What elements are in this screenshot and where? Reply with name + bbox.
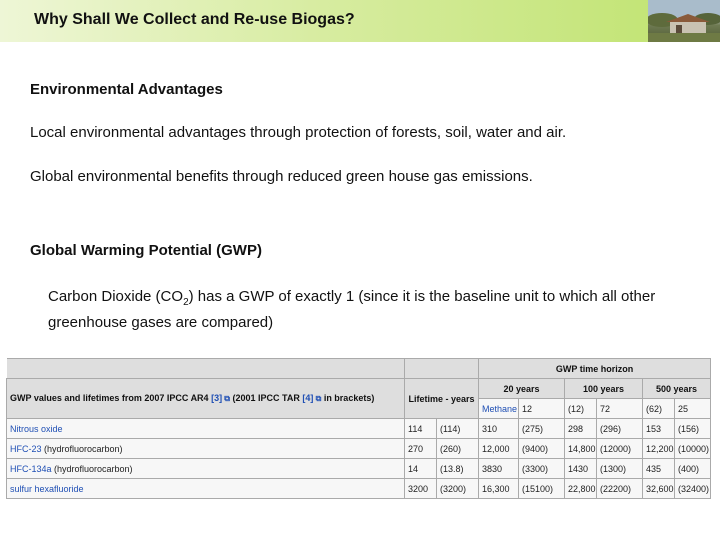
gwp500-tar-value: (10000) xyxy=(675,439,711,459)
gwp100-value: 25 xyxy=(675,399,711,419)
biogas-plant-photo xyxy=(648,0,720,42)
co2-text-b: ) has a GWP of exactly 1 (since it is the baseline unit to which all other greenhouse gases are compared) xyxy=(48,288,656,331)
gwp500-value: 435 xyxy=(643,459,675,479)
gwp100-tar-value: (296) xyxy=(597,419,643,439)
gwp100-tar-value: (12000) xyxy=(597,439,643,459)
table-row xyxy=(7,459,711,479)
gwp500-tar-value: (156) xyxy=(675,419,711,439)
gwp20-value: 72 xyxy=(597,399,643,419)
gas-link[interactable]: Nitrous oxide xyxy=(10,423,63,434)
table-row xyxy=(7,479,711,499)
gwp-table-wrapper xyxy=(6,358,710,508)
co2-gwp-paragraph xyxy=(48,287,688,333)
external-link-icon: ⧉ xyxy=(313,394,322,403)
gwp-heading: Global Warming Potential (GWP) xyxy=(30,242,262,259)
gwp100-value: 298 xyxy=(565,419,597,439)
gwp20-value: 16,300 xyxy=(479,479,519,499)
header-text-a: GWP values and lifetimes from 2007 IPCC AR4 xyxy=(10,393,212,403)
gas-link[interactable]: Methane xyxy=(482,403,518,414)
gwp20-tar-value: (15100) xyxy=(519,479,565,499)
lifetime-header: Lifetime - years xyxy=(405,379,479,419)
horizon-20-header: 20 years xyxy=(479,379,565,399)
gwp20-tar-value: (275) xyxy=(519,419,565,439)
ref-link-3[interactable]: [3] xyxy=(211,393,223,403)
gwp-values-header xyxy=(7,379,405,419)
gwp500-value: 153 xyxy=(643,419,675,439)
gwp20-value: 310 xyxy=(479,419,519,439)
co2-text-a: Carbon Dioxide (CO xyxy=(48,288,184,305)
gwp100-value: 14,800 xyxy=(565,439,597,459)
gas-link[interactable]: HFC-23 xyxy=(10,443,42,454)
gwp20-tar-value: (3300) xyxy=(519,459,565,479)
gwp100-value: 22,800 xyxy=(565,479,597,499)
horizon-500-header: 500 years xyxy=(643,379,711,399)
lifetime-tar-value: (114) xyxy=(437,419,479,439)
lifetime-tar-value: (260) xyxy=(437,439,479,459)
header-blank-lifetime xyxy=(405,359,479,379)
gas-name[interactable] xyxy=(7,419,405,439)
gwp100-value: 1430 xyxy=(565,459,597,479)
gas-note: (hydrofluorocarbon) xyxy=(51,463,133,474)
table-row xyxy=(7,419,711,439)
gas-link[interactable]: HFC-134a xyxy=(10,463,52,474)
lifetime-value: 270 xyxy=(405,439,437,459)
lifetime-value: 14 xyxy=(405,459,437,479)
gas-name[interactable] xyxy=(7,439,405,459)
lifetime-value: 12 xyxy=(519,399,565,419)
env-advantage-global: Global environmental benefits through reduced green house gas emissions. xyxy=(30,168,533,185)
co2-subscript: 2 xyxy=(183,297,189,308)
title-banner xyxy=(0,0,720,42)
gas-name[interactable] xyxy=(7,479,405,499)
env-advantages-heading: Environmental Advantages xyxy=(30,81,223,98)
gas-note: (hydrofluorocarbon) xyxy=(41,443,123,454)
gwp20-value: 3830 xyxy=(479,459,519,479)
gas-name[interactable] xyxy=(479,399,519,419)
biogas-plant-image xyxy=(648,0,720,42)
gas-name[interactable] xyxy=(7,459,405,479)
horizon-100-header: 100 years xyxy=(565,379,643,399)
env-advantage-local: Local environmental advantages through protection of forests, soil, water and air. xyxy=(30,124,567,141)
lifetime-value: 114 xyxy=(405,419,437,439)
table-header-row xyxy=(7,379,711,399)
gwp100-tar-value: (22200) xyxy=(597,479,643,499)
gwp500-tar-value: (32400) xyxy=(675,479,711,499)
gwp20-value: 12,000 xyxy=(479,439,519,459)
lifetime-value: 3200 xyxy=(405,479,437,499)
lifetime-tar-value: (3200) xyxy=(437,479,479,499)
header-blank xyxy=(7,359,405,379)
ref-link-4[interactable]: [4] xyxy=(302,393,314,403)
gwp-time-horizon-header: GWP time horizon xyxy=(479,359,711,379)
gwp-table xyxy=(6,358,711,499)
table-row xyxy=(7,439,711,459)
gwp100-tar-value: (1300) xyxy=(597,459,643,479)
external-link-icon: ⧉ xyxy=(222,394,231,403)
table-horizon-row xyxy=(7,359,711,379)
gwp20-tar-value: (62) xyxy=(643,399,675,419)
header-text-c: in brackets) xyxy=(321,393,375,403)
header-text-b: (2001 IPCC TAR xyxy=(230,393,303,403)
lifetime-tar-value: (12) xyxy=(565,399,597,419)
slide-title: Why Shall We Collect and Re-use Biogas? xyxy=(34,11,355,28)
lifetime-tar-value: (13.8) xyxy=(437,459,479,479)
gwp500-value: 12,200 xyxy=(643,439,675,459)
gas-link[interactable]: sulfur hexafluoride xyxy=(10,483,84,494)
gwp500-tar-value: (400) xyxy=(675,459,711,479)
gwp20-tar-value: (9400) xyxy=(519,439,565,459)
gwp500-value: 32,600 xyxy=(643,479,675,499)
